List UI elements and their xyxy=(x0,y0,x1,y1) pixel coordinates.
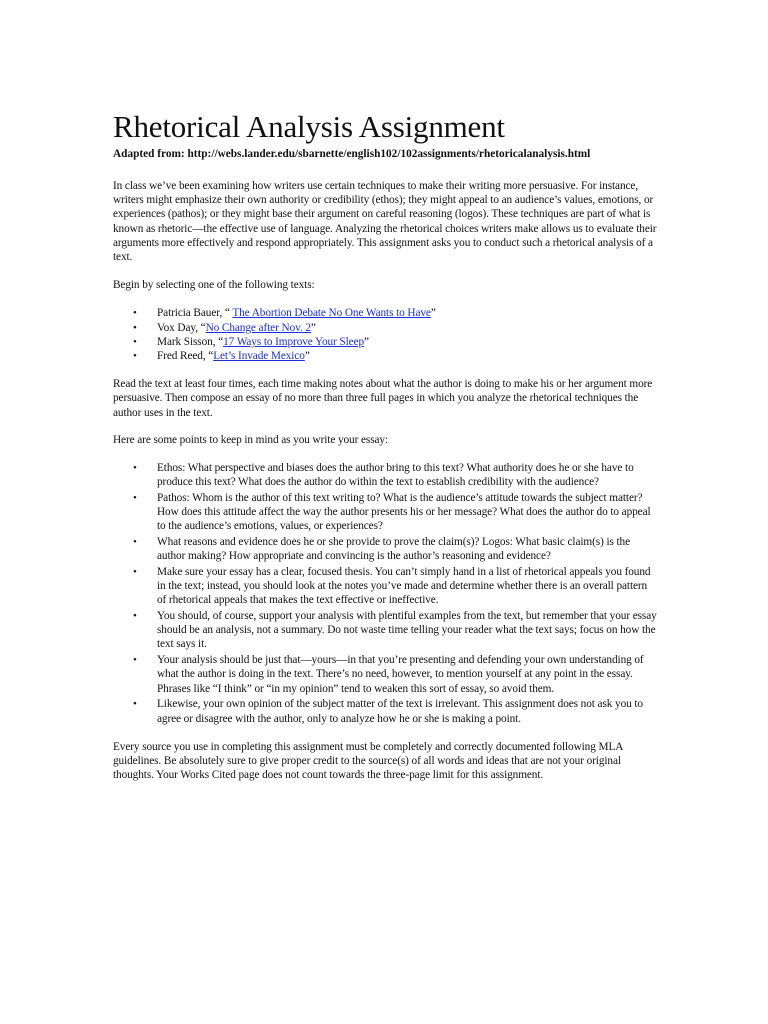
list-item xyxy=(113,321,658,335)
list-item xyxy=(113,565,658,608)
text-author: Vox Day, “ xyxy=(157,321,206,334)
point-text: You should, of course, support your analysis with plentiful examples from the text, but remember that your essay should be an analysis, not a summary. Do not waste time telling your reader what the text says; focus on how the text says it. xyxy=(157,610,657,651)
point-text: What reasons and evidence does he or she provide to prove the claim(s)? Logos: What basic claim(s) is the author making? How appropriate and convincing is the author’s reasoning and evidence? xyxy=(157,536,631,563)
points-list xyxy=(113,461,658,726)
bullet-icon: • xyxy=(133,350,137,363)
text-author: Mark Sisson, “ xyxy=(157,335,224,348)
point-text: Make sure your essay has a clear, focused thesis. You can’t simply hand in a list of rhetorical appeals you found in the text; instead, you should look at the notes you’ve made and determine whether there is an overall pattern of rhetorical appeals that makes the text effective or ineffective. xyxy=(157,565,651,607)
bullet-icon: • xyxy=(133,565,137,578)
list-item xyxy=(113,653,658,696)
point-text: Pathos: Whom is the author of this text writing to? What is the audience’s attitude towards the subject matter? How does this attitude affect the way the author presents his or her message? What does the author do to appeal to the audience’s emotions, values, or experiences? xyxy=(157,491,651,533)
begin-paragraph: Begin by selecting one of the following texts: xyxy=(113,279,315,292)
point-text: Likewise, your own opinion of the subject matter of the text is irrelevant. This assignment does not ask you to agree or disagree with the author, only to analyze how he or she is making a point. xyxy=(157,698,643,725)
text-link-no-change[interactable]: No Change after Nov. 2 xyxy=(205,321,311,334)
bullet-icon: • xyxy=(133,491,137,504)
list-item xyxy=(113,535,658,563)
list-item xyxy=(113,335,658,349)
point-text: Your analysis should be just that—yours—in that you’re presenting and defending your own understanding of what the author is doing in the text. There’s no need, however, to mention yourself at any point in the essay. Phrases like “I think” or “in my opinion” tend to weaken this sort of essay, so avoid them. xyxy=(157,654,644,695)
intro-paragraph: In class we’ve been examining how writers use certain techniques to make their writing more persuasive. For instance, writers might emphasize their own authority or credibility (ethos); they might appeal to an audience’s values, emotions, or experiences (pathos); or they might base their argument on careful reasoning (logos). These techniques are part of what is known as rhetoric—the effective use of language. Analyzing the rhetorical choices writers make allows us to evaluate their arguments more effectively and respond appropriately. This assignment asks you to conduct such a rhetorical analysis of a text. xyxy=(113,180,657,264)
list-item xyxy=(113,697,658,725)
list-item xyxy=(113,461,658,489)
bullet-icon: • xyxy=(133,536,137,549)
text-options-list xyxy=(113,306,658,363)
list-item xyxy=(113,306,658,320)
bullet-icon: • xyxy=(133,462,137,475)
list-item xyxy=(113,349,658,363)
text-close-quote: ” xyxy=(310,321,316,334)
text-author: Patricia Bauer, “ xyxy=(157,307,233,320)
text-close-quote: ” xyxy=(364,335,369,348)
text-author: Fred Reed, “ xyxy=(157,350,214,363)
bullet-icon: • xyxy=(133,335,137,348)
source-line: Adapted from: http://webs.lander.edu/sbarnette/english102/102assignments/rhetoricalanalysis.html xyxy=(113,148,591,160)
text-link-invade-mexico[interactable]: Let’s Invade Mexico xyxy=(213,350,305,363)
bullet-icon: • xyxy=(133,610,137,623)
document-title: Rhetorical Analysis Assignment xyxy=(113,109,505,144)
bullet-icon: • xyxy=(133,321,137,334)
point-text: Ethos: What perspective and biases does the author bring to this text? What authority does he or she have to produce this text? What does the author do within the text to establish credibility with the audience? xyxy=(157,462,634,489)
list-item xyxy=(113,491,658,534)
bullet-icon: • xyxy=(133,307,137,320)
bullet-icon: • xyxy=(133,698,137,711)
text-link-abortion-debate[interactable]: The Abortion Debate No One Wants to Have xyxy=(232,307,431,320)
closing-paragraph: Every source you use in completing this assignment must be completely and correctly documented following MLA guidelines. Be absolutely sure to give proper credit to the source(s) of all words and ideas that are not your original thoughts. Your Works Cited page does not count towards the three-page limit for this assignment. xyxy=(113,740,623,782)
read-paragraph: Read the text at least four times, each time making notes about what the author is doing to make his or her argument more persuasive. Then compose an essay of no more than three full pages in which you analyze the rhetorical techniques the author uses in the text. xyxy=(113,378,653,419)
text-close-quote: ” xyxy=(430,307,436,320)
bullet-icon: • xyxy=(133,654,137,667)
text-link-improve-sleep[interactable]: 17 Ways to Improve Your Sleep xyxy=(223,335,365,348)
document-page xyxy=(113,110,658,782)
text-close-quote: ” xyxy=(304,350,310,363)
list-item xyxy=(113,609,658,652)
points-intro: Here are some points to keep in mind as you write your essay: xyxy=(113,433,388,446)
